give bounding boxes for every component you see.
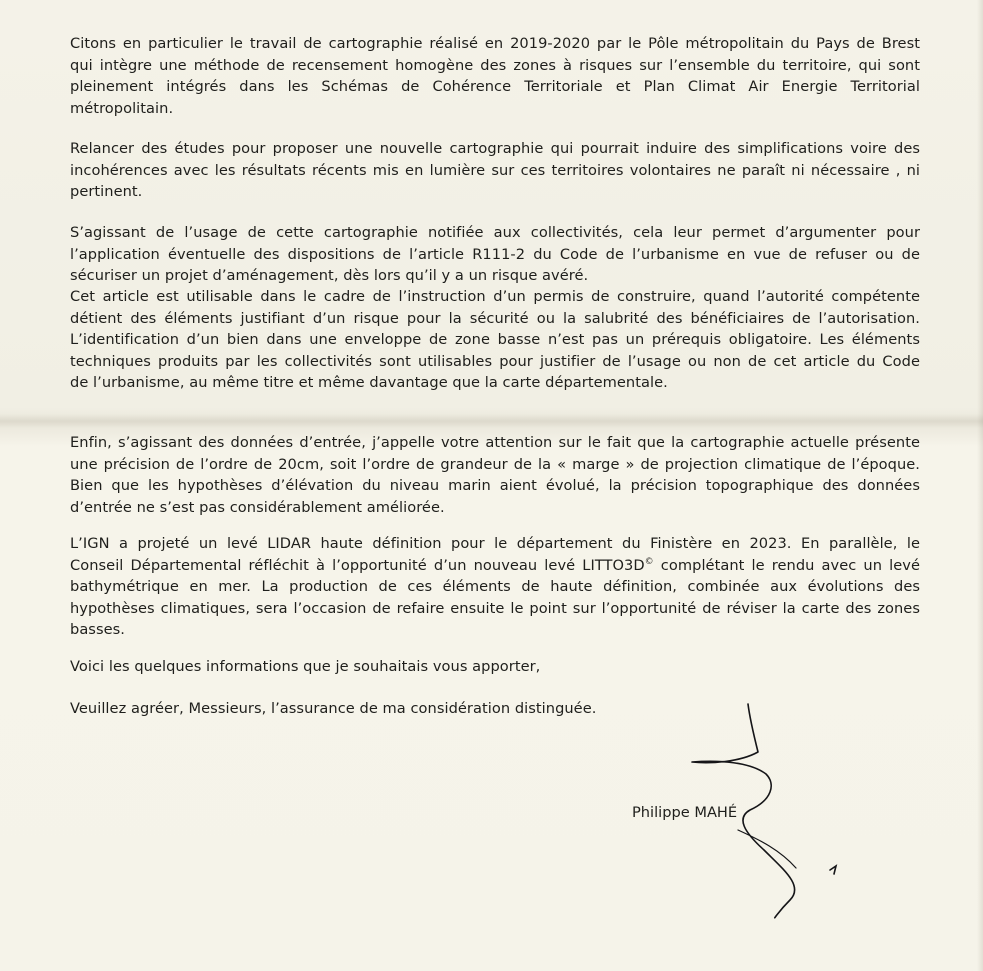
text-line: S’agissant de l’usage de cette cartographie notifiée aux collectivités, cela leur permet d’argumenter pour (70, 224, 920, 241)
paragraph-donnees-entree (70, 432, 920, 518)
text-line: Relancer des études pour proposer une nouvelle cartographie qui pourrait induire des simplifications voire des (70, 140, 920, 157)
paper-edge-shadow (977, 0, 983, 971)
text-line: Bien que les hypothèses d’élévation du niveau marin aient évolué, la précision topographique des données (70, 477, 920, 494)
paragraph-relancer-etudes (70, 138, 920, 203)
paper-fold-shadow (0, 414, 983, 428)
paragraph-article-utilisable (70, 286, 920, 394)
text-line: L’IGN a projeté un levé LIDAR haute définition pour le département du Finistère en 2023. En parallèle, le (70, 535, 920, 552)
text-line: une précision de l’ordre de 20cm, soit l’ordre de grandeur de la « marge » de projection climatique de l’époque. (70, 455, 920, 473)
text-fragment: Conseil Départemental réfléchit à l’opportunité d’un nouveau levé LITTO3D (70, 556, 645, 574)
text-line: pleinement intégrés dans les Schémas de Cohérence Territoriale et Plan Climat Air Energie Territorial (70, 78, 920, 95)
text-line: qui intègre une méthode de recensement homogène des zones à risques sur l’ensemble du territoire, qui sont (70, 56, 920, 74)
text-line: Citons en particulier le travail de cartographie réalisé en 2019-2020 par le Pôle métropolitain du Pays de Brest (70, 35, 920, 52)
signer-name: Philippe MAHÉ (632, 804, 738, 821)
text-line: détient des éléments justifiant d’un risque pour la sécurité ou la salubrité des bénéficiaires de l’autorisation. (70, 309, 920, 327)
paragraph-ign-lidar (70, 533, 920, 641)
text-line (70, 555, 920, 577)
text-line: pertinent. (70, 183, 143, 200)
text-line: sécuriser un projet d’aménagement, dès lors qu’il y a un risque avéré. (70, 267, 589, 284)
text-line: hypothèses climatiques, sera l’occasion de refaire ensuite le point sur l’opportunité de réviser la carte des zones (70, 599, 920, 617)
text-line: bathymétrique en mer. La production de ces éléments de haute définition, combinée aux évolutions des (70, 578, 920, 595)
text-line: Voici les quelques informations que je souhaitais vous apporter, (70, 658, 541, 675)
text-line: techniques produits par les collectivités sont utilisables pour justifier de l’usage ou non de cet article du Code (70, 352, 920, 370)
text-line: l’application éventuelle des dispositions de l’article R111-2 du Code de l’urbanisme en vue de refuser ou de (70, 245, 920, 263)
text-line: incohérences avec les résultats récents mis en lumière sur ces territoires volontaires ne paraît ni nécessaire , ni (70, 161, 920, 179)
paragraph-informations (70, 656, 920, 678)
text-line: de l’urbanisme, au même titre et même davantage que la carte départementale. (70, 374, 668, 391)
paragraph-pole-metropolitain (70, 33, 920, 119)
copyright-mark: © (644, 556, 654, 567)
text-line: métropolitain. (70, 99, 174, 117)
paragraph-usage-cartographie (70, 222, 920, 287)
text-line: Cet article est utilisable dans le cadre de l’instruction d’un permis de construire, quand l’autorité compétente (70, 288, 920, 305)
text-line: d’entrée ne s’est pas considérablement améliorée. (70, 498, 445, 516)
text-line: Veuillez agréer, Messieurs, l’assurance de ma considération distinguée. (70, 700, 597, 717)
text-fragment: complétant le rendu avec un levé (653, 556, 920, 574)
text-line: Enfin, s’agissant des données d’entrée, j’appelle votre attention sur le fait que la cartographie actuelle présente (70, 434, 920, 451)
text-line: basses. (70, 621, 125, 638)
text-line: L’identification d’un bien dans une enveloppe de zone basse n’est pas un prérequis obligatoire. Les éléments (70, 331, 920, 348)
